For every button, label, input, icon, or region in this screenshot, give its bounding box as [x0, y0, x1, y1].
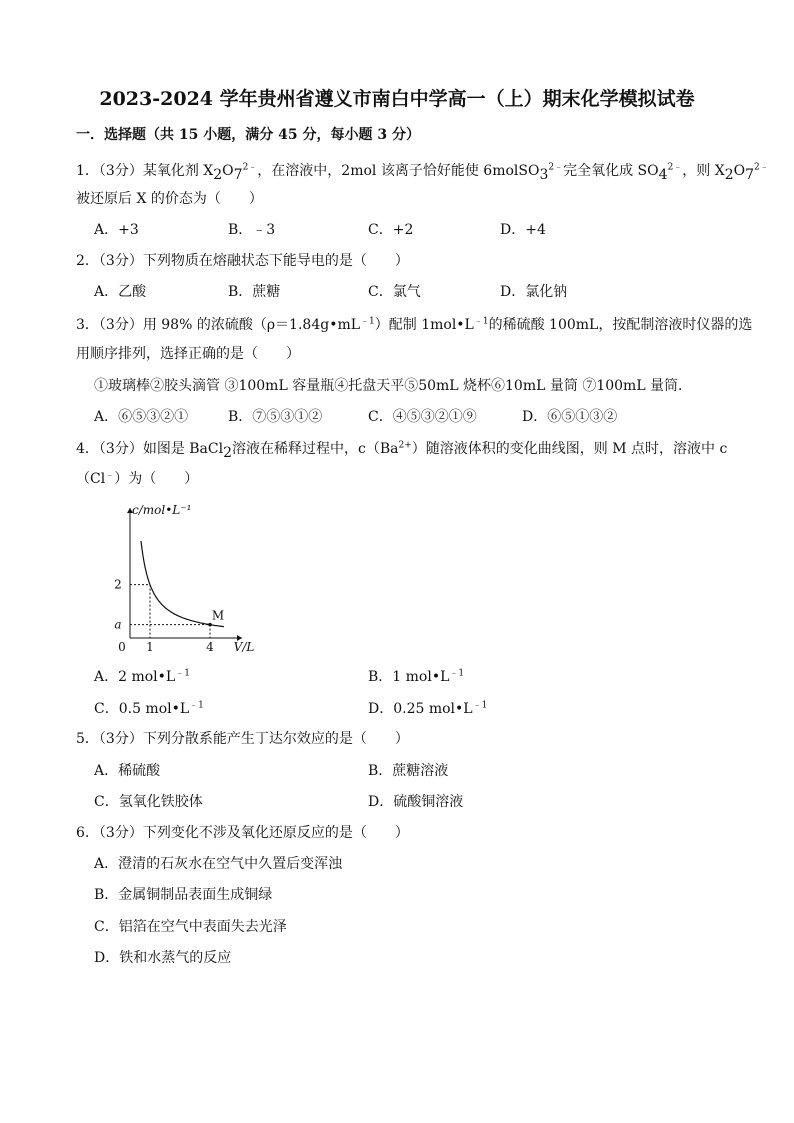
x-axis-label: V/L — [233, 640, 255, 654]
q1-option-c[interactable]: C．+2 — [368, 222, 414, 238]
point-m-label: M — [211, 608, 225, 623]
q3-option-c[interactable]: C．④⑤③②①⑨ — [368, 409, 477, 425]
q2-option-d[interactable]: D．氯化钠 — [500, 284, 568, 300]
q4-option-b[interactable]: B．1 $mol•L^{﹣1}$ — [368, 668, 465, 685]
q6-option-a[interactable]: A．澄清的石灰水在空气中久置后变浑浊 — [94, 856, 343, 872]
section-heading: 一．选择题（共 15 小题，满分 45 分，每小题 3 分） — [76, 127, 420, 143]
question-4-stem-cont: （Cl﹣）为（ ） — [76, 470, 199, 487]
question-2-stem: 2．（3分）下列物质在熔融状态下能导电的是（ ） — [76, 253, 409, 269]
q4-option-a[interactable]: A．2 $mol•L^{﹣1}$ — [94, 668, 190, 685]
q5-option-a[interactable]: A．稀硫酸 — [94, 763, 161, 779]
question-1-stem-cont: 被还原后 X 的价态为（ ） — [76, 191, 263, 207]
point-m — [208, 623, 212, 627]
q5-option-b[interactable]: B．蔗糖溶液 — [368, 763, 449, 779]
q6-option-b[interactable]: B．金属铜制品表面生成铜绿 — [94, 887, 273, 903]
page-title: 2023-2024 学年贵州省遵义市南白中学高一（上）期末化学模拟试卷 — [99, 88, 695, 110]
q5-option-c[interactable]: C．氢氧化铁胶体 — [94, 794, 203, 810]
question-3-instruments: ①玻璃棒②胶头滴管 ③100mL 容量瓶④托盘天平⑤50mL 烧杯⑥10mL 量筒 ⑦100mL 量筒． — [94, 378, 693, 394]
concentration-volume-chart — [100, 500, 255, 654]
q2-option-a[interactable]: A．乙酸 — [94, 284, 147, 300]
question-3-stem-cont: 用顺序排列，选择正确的是（ ） — [76, 346, 300, 362]
q4-option-d[interactable]: D．0.25 $mol•L^{﹣1}$ — [368, 700, 488, 717]
q2-option-c[interactable]: C．氯气 — [368, 284, 421, 300]
y-axis-label: c/mol•L⁻¹ — [132, 503, 192, 517]
question-4-stem: 4．（3分）如图是 BaCl2溶液在稀释过程中，$c(Ba^{2+})$随溶液体积的变化曲线图，则 M 点时，溶液中 c — [76, 440, 728, 461]
q4-option-c[interactable]: C．0.5 $mol•L^{﹣1}$ — [94, 700, 204, 717]
question-1-stem: 1．（3分）某氧化剂 $X2O7^{2﹣}$，在溶液中，2mol 该离子恰好能使 $6molSO3^{2﹣}$完全氧化成 $SO4^{2﹣}$，则 $X2O7^{2﹣}$ — [76, 162, 769, 183]
q6-option-d[interactable]: D．铁和水蒸气的反应 — [94, 950, 232, 966]
q5-option-d[interactable]: D．硫酸铜溶液 — [368, 794, 464, 810]
q3-option-b[interactable]: B．⑦⑤③①② — [228, 409, 323, 425]
question-3-stem: 3．（3分）用 98% 的浓硫酸$(\rho=1.84g•mL^{﹣1})$配制 $1mol•L^{﹣1}$的稀硫酸 100mL，按配制溶液时仪器的选 — [76, 316, 753, 333]
q3-option-a[interactable]: A．⑥⑤③②① — [94, 409, 189, 425]
q2-option-b[interactable]: B．蔗糖 — [228, 284, 281, 300]
q1-option-b[interactable]: B．﹣3 — [228, 222, 276, 238]
x-tick-4: 4 — [206, 640, 214, 654]
x-tick-1: 1 — [146, 640, 154, 654]
question-6-stem: 6．（3分）下列变化不涉及氧化还原反应的是（ ） — [76, 825, 409, 841]
question-5-stem: 5．（3分）下列分散系能产生丁达尔效应的是（ ） — [76, 731, 409, 747]
q1-option-d[interactable]: D．+4 — [500, 222, 546, 238]
q3-option-d[interactable]: D．⑥⑤①③② — [522, 409, 618, 425]
y-tick-2: 2 — [114, 577, 122, 592]
q6-option-c[interactable]: C．铝箔在空气中表面失去光泽 — [94, 919, 287, 935]
q1-option-a[interactable]: A．+3 — [94, 222, 139, 238]
y-tick-a: a — [114, 617, 122, 632]
x-tick-0: 0 — [118, 640, 126, 654]
